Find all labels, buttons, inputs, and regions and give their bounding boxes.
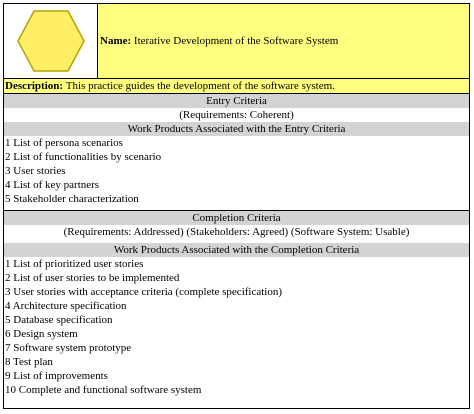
list-item: 6 Design system [5,328,78,340]
list-item: 8 Test plan [5,356,53,368]
list-item: 2 List of functionalities by scenario [5,151,162,163]
list-item: 9 List of improvements [5,370,108,382]
name-cell [98,4,469,78]
entry-work-products-list [4,136,469,206]
list-item: 1 List of persona scenarios [5,137,123,149]
list-item: 5 Stakeholder characterization [5,193,139,205]
list-item: 4 Architecture specification [5,300,127,312]
entry-criteria-title: Entry Criteria [4,94,469,108]
card-header [4,4,469,79]
description-row [4,79,469,94]
completion-work-products-title: Work Products Associated with the Completion Criteria [4,243,469,257]
name-label: Name: [100,35,132,47]
list-item: 10 Complete and functional software system [5,384,202,396]
completion-work-products-list [4,257,469,397]
entry-requirements: (Requirements: Coherent) [179,109,294,121]
list-item: 1 List of prioritized user stories [5,258,144,270]
hexagon-icon [16,9,86,73]
list-item: 2 List of user stories to be implemented [5,272,180,284]
list-item: 4 List of key partners [5,179,100,191]
practice-card [3,3,470,409]
completion-criteria-title: Completion Criteria [4,210,469,225]
list-item: 7 Software system prototype [5,342,132,354]
list-item: 5 Database specification [5,314,113,326]
icon-cell [4,4,98,78]
list-item: 3 User stories [5,165,66,177]
description-text: This practice guides the development of the software system. [65,80,335,92]
list-item: 3 User stories with acceptance criteria (complete specification) [5,286,283,298]
entry-work-products-title: Work Products Associated with the Entry Criteria [4,122,469,136]
description-label: Description: [5,80,64,92]
completion-requirements: (Requirements: Addressed) (Stakeholders: Agreed) (Software System: Usable) [63,226,410,238]
practice-name: Iterative Development of the Software System [133,35,339,47]
